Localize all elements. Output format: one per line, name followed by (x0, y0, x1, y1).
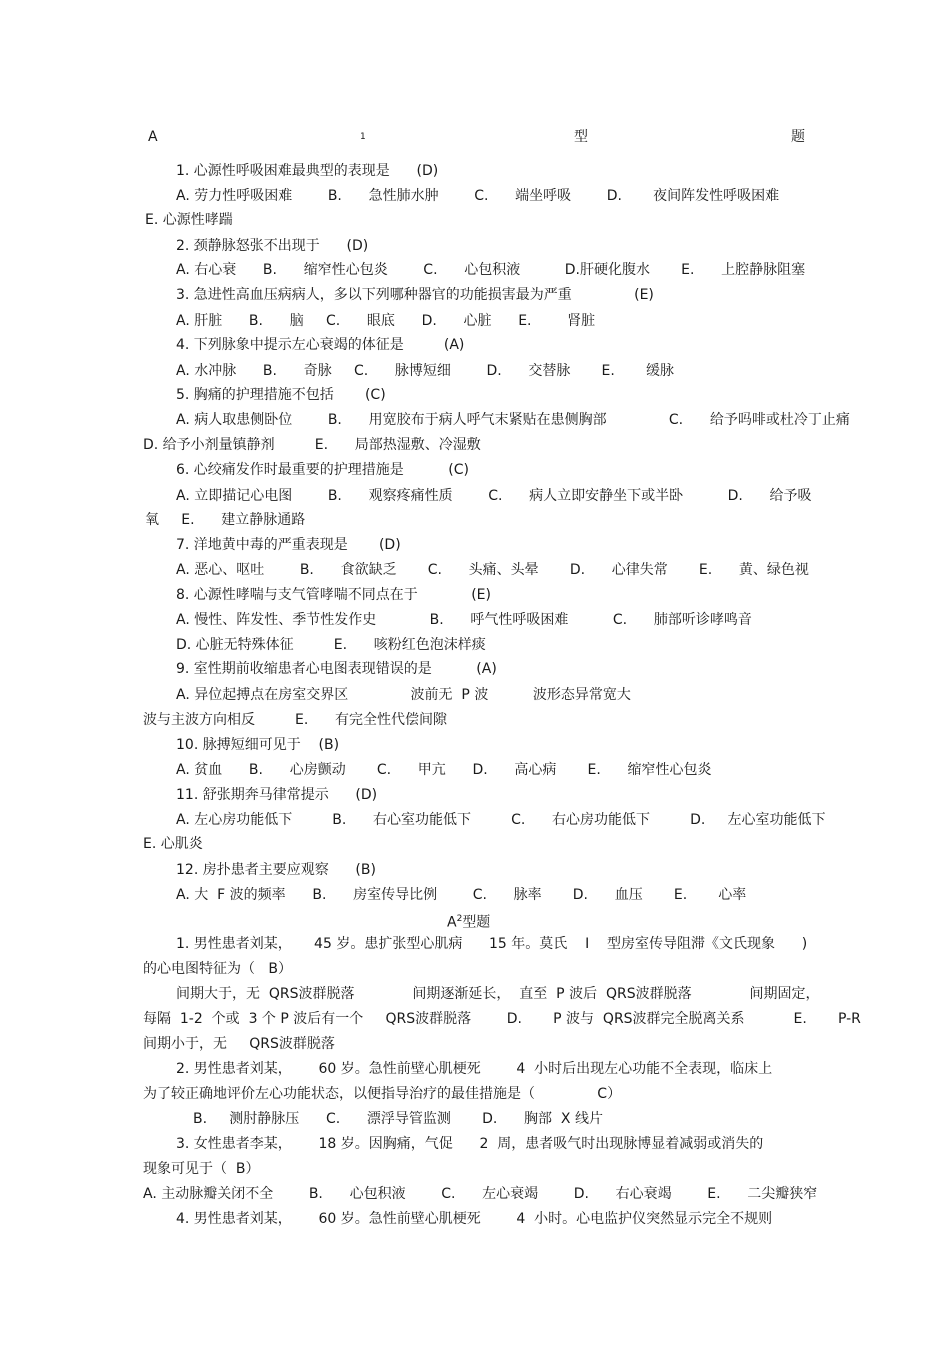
option-line: A. 左心房功能低下 B. 右心室功能低下 C. 右心房功能低下 D. 左心室功能低下 (176, 812, 826, 828)
section-title-a1-sup: 1 (360, 132, 366, 142)
option-line: 间期小于，无 QRS波群脱落 (143, 1036, 335, 1052)
section-title-a2-sup: 2 (456, 914, 463, 924)
question-line: 3. 急进性高血压病病人，多以下列哪种器官的功能损害最为严重 (E) (176, 287, 654, 303)
option-line: D. 心脏无特殊体征 E. 咳粉红色泡沫样痰 (176, 637, 486, 653)
option-line: 间期大于，无 QRS波群脱落 间期逐渐延长， 直至 P 波后 QRS波群脱落 间期固定， (176, 986, 820, 1002)
question-line: 10. 脉搏短细可见于 (B) (176, 737, 340, 753)
option-line: B. 测肘静脉压 C. 漂浮导管监测 D. 胸部 X 线片 (193, 1111, 603, 1127)
section-title-a1-xing: 型 (574, 129, 588, 145)
option-line: A. 异位起搏点在房室交界区 波前无 P 波 波形态异常宽大 (176, 687, 631, 703)
question-line: 1. 男性患者刘某， 45 岁。患扩张型心肌病 15 年。莫氏 I 型房室传导阻滞《文氏现象 ) (176, 936, 808, 952)
option-line: A. 立即描记心电图 B. 观察疼痛性质 C. 病人立即安静坐下或半卧 D. 给予吸 (176, 488, 812, 504)
option-line: A. 肝脏 B. 脑 C. 眼底 D. 心脏 E. 肾脏 (176, 313, 596, 329)
option-line: 每隔 1-2 个或 3 个 P 波后有一个 QRS波群脱落 D. P 波与 QRS波群完全脱离关系 E. P-R (143, 1011, 861, 1027)
option-line: A. 劳力性呼吸困难 B. 急性肺水肿 C. 端坐呼吸 D. 夜间阵发性呼吸困难 (176, 188, 780, 204)
question-line: 7. 洋地黄中毒的严重表现是 (D) (176, 537, 401, 553)
question-line: 12. 房扑患者主要应观察 (B) (176, 862, 376, 878)
question-line: 5. 胸痛的护理措施不包括 (C) (176, 387, 386, 403)
option-line: A. 恶心、呕吐 B. 食欲缺乏 C. 头痛、头晕 D. 心律失常 E. 黄、绿色视 (176, 562, 809, 578)
question-line: 9. 室性期前收缩患者心电图表现错误的是 (A) (176, 661, 497, 677)
option-line: A. 大 F 波的频率 B. 房室传导比例 C. 脉率 D. 血压 E. 心率 (176, 887, 747, 903)
option-line: A. 水冲脉 B. 奇脉 C. 脉博短细 D. 交替脉 E. 缓脉 (176, 363, 674, 379)
option-line: A. 右心衰 B. 缩窄性心包炎 C. 心包积液 D.肝硬化腹水 E. 上腔静脉阻塞 (176, 262, 806, 278)
option-line: 氧 E. 建立静脉通路 (145, 512, 306, 528)
option-line: A. 慢性、阵发性、季节性发作史 B. 呼气性呼吸困难 C. 肺部听诊哮鸣音 (176, 612, 752, 628)
question-line: 11. 舒张期奔马律常提示 (D) (176, 787, 378, 803)
section-title-a2-letter: A (447, 914, 457, 931)
section-title-a2-rest: 型题 (462, 914, 491, 931)
section-title-a1-letter: A (148, 129, 158, 145)
question-line: 为了较正确地评价左心功能状态，以便指导治疗的最佳措施是（ C） (143, 1086, 622, 1102)
option-line: A. 病人取患侧卧位 B. 用宽胶布于病人呼气末紧贴在患侧胸部 C. 给予吗啡或杜冷丁止痛 (176, 412, 850, 428)
question-line: 的心电图特征为（ B） (143, 961, 292, 977)
question-line: 6. 心绞痛发作时最重要的护理措施是 (C) (176, 462, 470, 478)
question-line: 2. 男性患者刘某， 60 岁。急性前壁心肌梗死 4 小时后出现左心功能不全表现，临床上 (176, 1061, 773, 1077)
question-line: 3. 女性患者李某， 18 岁。因胸痛，气促 2 周，患者吸气时出现脉博显着减弱或消失的 (176, 1136, 764, 1152)
option-line: A. 主动脉瓣关闭不全 B. 心包积液 C. 左心衰竭 D. 右心衰竭 E. 二尖瓣狭窄 (143, 1186, 818, 1202)
question-line: 4. 下列脉象中提示左心衰竭的体征是 (A) (176, 337, 465, 353)
option-line: A. 贫血 B. 心房颤动 C. 甲亢 D. 高心病 E. 缩窄性心包炎 (176, 762, 712, 778)
option-line: 波与主波方向相反 E. 有完全性代偿间隙 (143, 712, 448, 728)
question-line: 8. 心源性哮喘与支气管哮喘不同点在于 (E) (176, 587, 491, 603)
question-line: 现象可见于（ B） (143, 1161, 260, 1177)
option-line: E. 心源性哮踹 (145, 212, 233, 228)
section-title-a1-ti: 题 (791, 129, 805, 145)
question-line: 2. 颈静脉怒张不出现于 (D) (176, 238, 369, 254)
option-line: D. 给予小剂量镇静剂 E. 局部热湿敷、冷湿敷 (143, 437, 481, 453)
question-line: 1. 心源性呼吸困难最典型的表现是 (D) (176, 163, 439, 179)
question-line: 4. 男性患者刘某， 60 岁。急性前壁心肌梗死 4 小时。心电监护仪突然显示完全不规则 (176, 1211, 773, 1227)
section-title-a2 (447, 910, 490, 932)
option-line: E. 心肌炎 (143, 836, 203, 852)
